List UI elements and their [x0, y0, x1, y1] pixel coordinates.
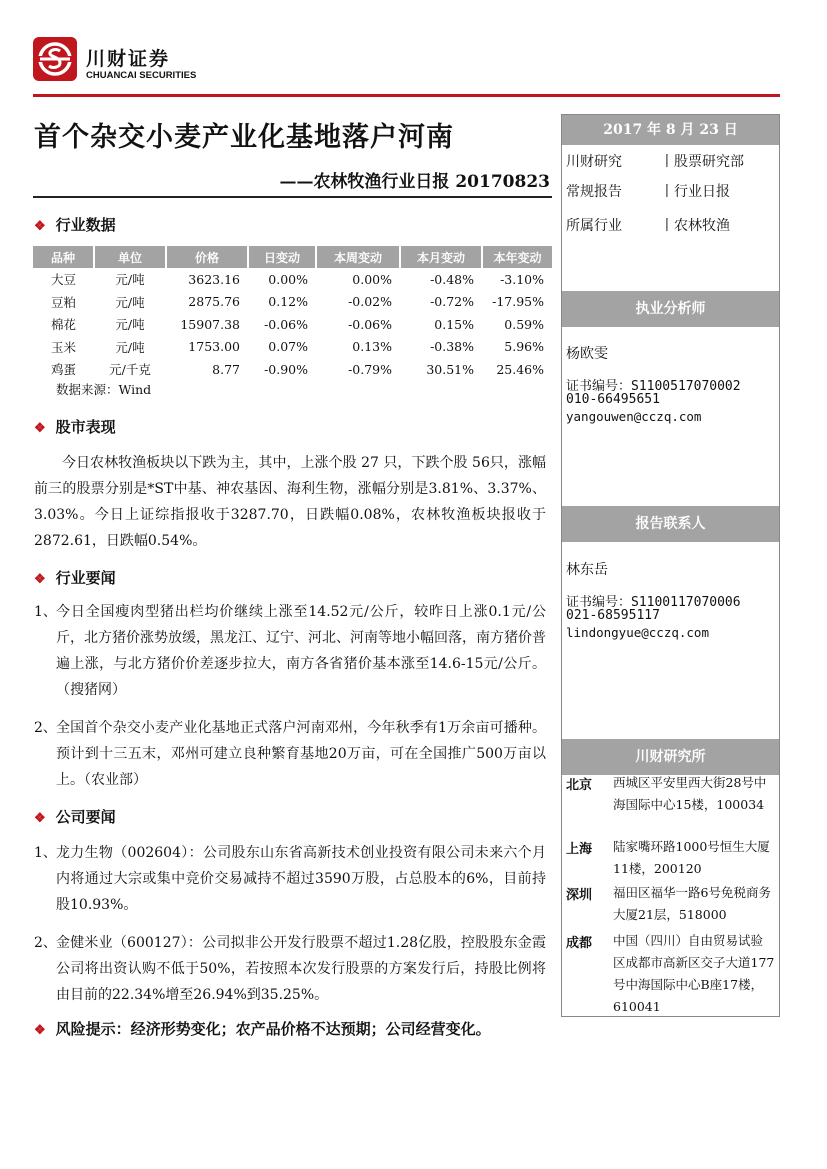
table-cell: 8.77: [212, 361, 240, 377]
table-header-row: [33, 246, 552, 268]
analyst-email[interactable]: yangouwen@cczq.com: [566, 409, 702, 424]
info-row: [566, 151, 744, 171]
table-cell: 3623.16: [188, 271, 240, 287]
contact-email[interactable]: lindongyue@cczq.com: [566, 625, 709, 640]
section-title: 公司要闻: [55, 808, 116, 826]
list-item: [34, 840, 546, 918]
diamond-bullet-icon: ❖: [34, 1023, 46, 1038]
list-item: [34, 715, 546, 793]
table-cell: 豆粕: [50, 294, 76, 310]
table-cell: -0.90%: [264, 361, 308, 377]
table-cell: 鸡蛋: [50, 362, 76, 378]
section-title: 行业数据: [55, 216, 116, 234]
office-address: 西城区平安里西大街28号中海国际中心15楼，100034: [613, 775, 767, 812]
table-cell: 元/吨: [115, 339, 145, 355]
table-header-cell: 日变动: [248, 246, 316, 268]
list-text: 金健米业（600127）：公司拟非公开发行股票不超过1.28亿股，控股股东金霞公司将出资认购不低于50%，若按照本次发行股票的方案发行后，持股比例将由目前的22.34%增至26.94%到35.25%。: [56, 935, 546, 1003]
info-key: 常规报告: [566, 184, 622, 200]
table-row: [33, 336, 552, 359]
section-title: 股市表现: [55, 418, 116, 436]
table-cell: 0.12%: [268, 294, 308, 310]
table-row: [33, 313, 552, 336]
table-cell: 元/吨: [115, 272, 145, 288]
info-row: [566, 215, 730, 235]
list-item: [34, 930, 546, 1008]
office-city: 北京: [566, 778, 593, 793]
contact-cert: 证书编号：S1100117070006: [566, 595, 741, 610]
market-paragraph: 今日农林牧渔板块以下跌为主，其中，上涨个股 27 只，下跌个股 56只，涨幅前三的股票分别是*ST中基、神农基因、海利生物，涨幅分别是3.81%、3.37%、3.03%。今日上证综指报收于3287.70，日跌幅0.08%，农林牧渔板块报收于2872.61，日跌幅0.54%。: [34, 455, 546, 549]
table-cell: 玉米: [50, 339, 76, 355]
table-cell: -0.48%: [430, 271, 474, 287]
table-cell: 0.07%: [268, 339, 308, 355]
list-item: [34, 599, 546, 703]
list-number: 2、: [34, 720, 57, 736]
risk-text: 风险提示：经济形势变化；农产品价格不达预期；公司经营变化。: [55, 1020, 491, 1038]
table-cell: -0.38%: [430, 339, 474, 355]
table-cell: -0.02%: [348, 294, 392, 310]
list-text: 今日全国瘦肉型猪出栏均价继续上涨至14.52元/公斤，较昨日上涨0.1元/公斤，北方猪价涨势放缓，黑龙江、辽宁、河北、河南等地小幅回落，南方猪价普遍上涨，与北方猪价价差逐步拉大，南方各省猪价基本涨至14.6-15元/公斤。（搜猪网）: [56, 604, 546, 698]
list-number: 2、: [34, 935, 57, 951]
table-cell: -0.79%: [348, 361, 392, 377]
info-key: 川财研究: [566, 154, 622, 170]
table-cell: 1753.00: [188, 339, 240, 355]
table-cell: 15907.38: [180, 316, 240, 332]
table-header-cell: 价格: [166, 246, 248, 268]
table-cell: 0.00%: [352, 271, 392, 287]
logo-icon: [33, 37, 77, 81]
info-value: 丨农林牧渔: [660, 218, 730, 234]
analyst-name: 杨欧雯: [566, 346, 608, 362]
table-cell: 0.59%: [504, 316, 544, 332]
table-cell: 0.00%: [268, 271, 308, 287]
header-divider: [33, 94, 780, 97]
office-city: 成都: [566, 936, 593, 951]
table-cell: 0.13%: [352, 339, 392, 355]
section-title: 行业要闻: [55, 569, 116, 587]
table-cell: 棉花: [50, 317, 76, 333]
table-cell: -3.10%: [500, 271, 544, 287]
table-header-cell: 本年变动: [482, 246, 552, 268]
section-market: [34, 416, 116, 437]
info-value: 丨股票研究部: [660, 154, 744, 170]
contact-phone: 021-68595117: [566, 608, 660, 623]
diamond-bullet-icon: ❖: [34, 421, 46, 436]
office-address: 中国（四川）自由贸易试验区成都市高新区交子大道177号中海国际中心B座17楼，610041: [613, 933, 775, 1014]
analyst-phone: 010-66495651: [566, 392, 660, 407]
report-subtitle: ——农林牧渔行业日报 20170823: [279, 172, 550, 192]
table-cell: 2875.76: [188, 294, 240, 310]
analyst-cert: 证书编号：S1100517070002: [566, 379, 741, 394]
list-text: 龙力生物（002604）：公司股东山东省高新技术创业投资有限公司未来六个月内将通过大宗或集中竞价交易减持不超过3590万股，占总股本的6%，目前持股10.93%。: [56, 845, 546, 913]
data-source-note: 数据来源：Wind: [56, 382, 152, 397]
table-cell: 0.15%: [434, 316, 474, 332]
table-cell: 30.51%: [426, 361, 474, 377]
office-city: 深圳: [566, 888, 593, 903]
institute-header: 川财研究所: [562, 739, 779, 775]
table-cell: 5.96%: [504, 339, 544, 355]
table-cell: -0.06%: [264, 316, 308, 332]
office-address: 陆家嘴环路1000号恒生大厦11楼，200120: [613, 839, 770, 876]
table-row: [33, 358, 552, 381]
table-cell: 元/吨: [115, 317, 145, 333]
section-company-news: [34, 806, 116, 827]
list-number: 1、: [34, 604, 57, 620]
diamond-bullet-icon: ❖: [34, 572, 46, 587]
diamond-bullet-icon: ❖: [34, 811, 46, 826]
contact-name: 林东岳: [566, 562, 608, 578]
table-header-cell: 单位: [94, 246, 166, 268]
table-cell: -17.95%: [492, 294, 544, 310]
table-header-cell: 品种: [33, 246, 94, 268]
office-city: 上海: [566, 842, 593, 857]
risk-warning: [34, 1018, 491, 1039]
table-row: [33, 291, 552, 314]
brand-name-en: CHUANCAI SECURITIES: [86, 70, 197, 81]
contact-header: 报告联系人: [562, 506, 779, 542]
office-address: 福田区福华一路6号免税商务大厦21层，518000: [613, 885, 771, 922]
table-cell: 元/千克: [109, 362, 151, 378]
info-value: 丨行业日报: [660, 184, 730, 200]
analyst-header: 执业分析师: [562, 291, 779, 327]
section-industry-data: [34, 214, 116, 235]
table-cell: 元/吨: [115, 294, 145, 310]
title-divider: [33, 196, 552, 198]
commodity-price-table: [33, 246, 552, 381]
table-header-cell: 本周变动: [316, 246, 400, 268]
table-cell: -0.06%: [348, 316, 392, 332]
list-text: 全国首个杂交小麦产业化基地正式落户河南邓州，今年秋季有1万余亩可播种。预计到十三五末，邓州可建立良种繁育基地20万亩，可在全国推广500万亩以上。（农业部）: [56, 720, 546, 788]
section-industry-news: [34, 567, 116, 588]
diamond-bullet-icon: ❖: [34, 219, 46, 234]
info-key: 所属行业: [566, 218, 622, 234]
list-number: 1、: [34, 845, 57, 861]
brand-name-cn: 川财证券: [86, 48, 171, 70]
table-cell: 大豆: [50, 272, 76, 288]
info-row: [566, 181, 730, 201]
table-cell: -0.72%: [430, 294, 474, 310]
table-cell: 25.46%: [496, 361, 544, 377]
table-header-cell: 本月变动: [400, 246, 482, 268]
table-row: [33, 268, 552, 291]
report-date: 2017 年 8 月 23 日: [562, 115, 779, 145]
report-title: 首个杂交小麦产业化基地落户河南: [34, 122, 454, 153]
company-logo: [33, 37, 77, 81]
